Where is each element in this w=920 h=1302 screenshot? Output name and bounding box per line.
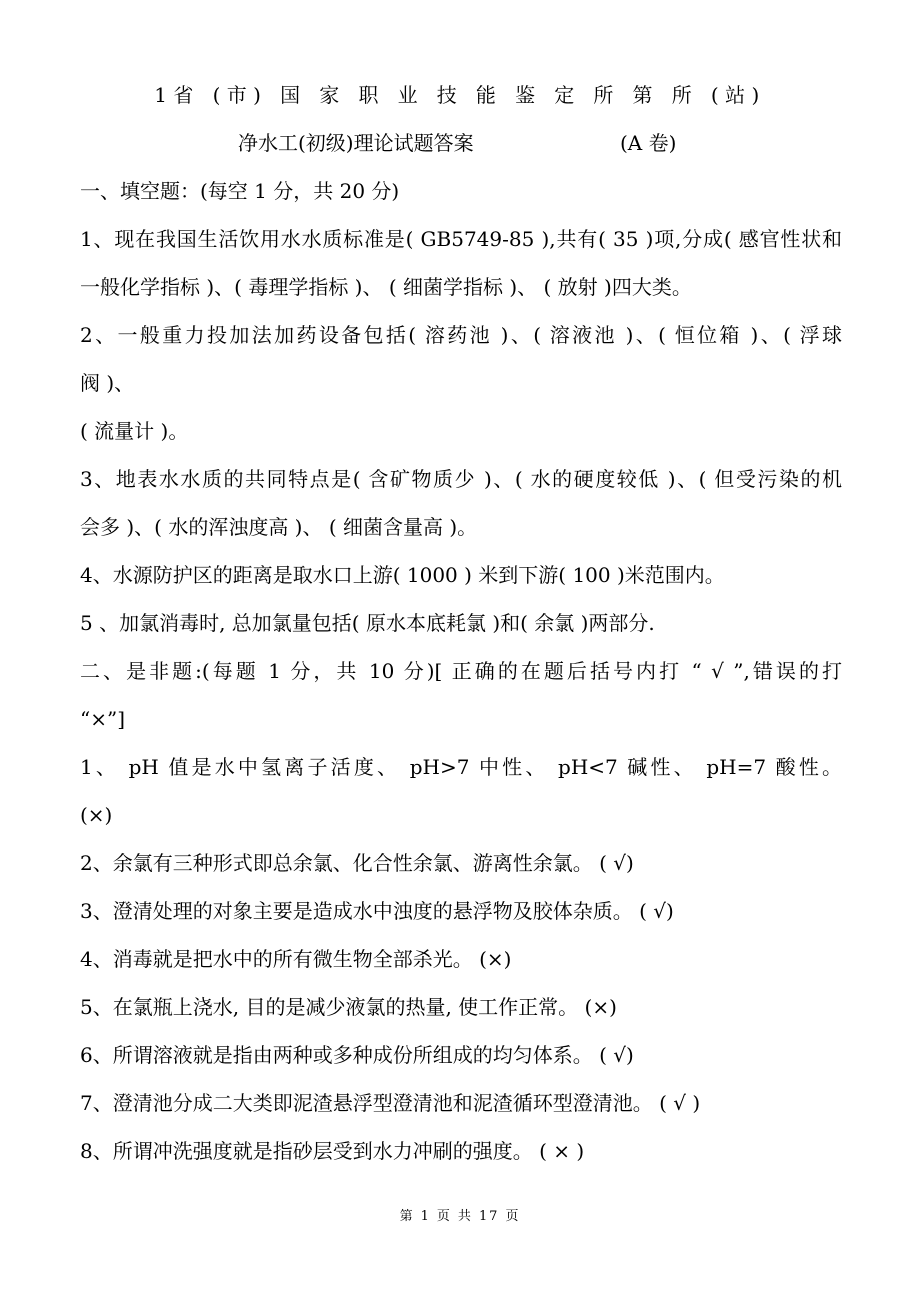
- document-header-title: 1省 (市) 国 家 职 业 技 能 鉴 定 所 第 所 (站): [154, 83, 766, 107]
- question-line: 2、余氯有三种形式即总余氯、化合性余氯、游离性余氯。 ( √): [80, 851, 634, 875]
- question-line: 5、在氯瓶上浇水, 目的是减少液氯的热量, 使工作正常。 (×): [80, 995, 617, 1019]
- question-line: 8、所谓冲洗强度就是指砂层受到水力冲刷的强度。 ( × ): [80, 1139, 585, 1163]
- question-line: 2、一般重力投加法加药设备包括( 溶药池 )、( 溶液池 )、( 恒位箱 )、( 浮球: [80, 323, 842, 347]
- question-line: 1、现在我国生活饮用水水质标准是( GB5749-85 ),共有( 35 )项,分成( 感官性状和: [80, 227, 842, 251]
- paper-version: (A 卷): [620, 131, 677, 155]
- question-line: 6、所谓溶液就是指由两种或多种成份所组成的均匀体系。 ( √): [80, 1043, 634, 1067]
- section-heading-fill-in: 一、填空题：(每空 1 分，共 20 分): [80, 179, 400, 203]
- question-answer-mark: (×): [80, 803, 113, 827]
- question-line: 会多 )、( 水的浑浊度高 )、 ( 细菌含量高 )。: [80, 515, 478, 539]
- section-heading-true-false: 二、是非题:(每题 1 分，共 10 分)[ 正确的在题后括号内打 “ √ ”,错误的打: [80, 659, 842, 683]
- question-line: 3、澄清处理的对象主要是造成水中浊度的悬浮物及胶体杂质。 ( √): [80, 899, 674, 923]
- question-line: 1、 pH 值是水中氢离子活度、 pH>7 中性、 pH<7 碱性、 pH=7 酸性。: [80, 755, 842, 779]
- question-line: 4、消毒就是把水中的所有微生物全部杀光。 (×): [80, 947, 512, 971]
- question-line: 一般化学指标 )、( 毒理学指标 )、 ( 细菌学指标 )、 ( 放射 )四大类。: [80, 275, 692, 299]
- question-line: 3、地表水水质的共同特点是( 含矿物质少 )、( 水的硬度较低 )、( 但受污染的机: [80, 467, 842, 491]
- exam-subtitle: 净水工(初级)理论试题答案: [238, 131, 474, 155]
- question-line: ( 流量计 )。: [80, 419, 189, 443]
- question-line: 4、水源防护区的距离是取水口上游( 1000 ) 米到下游( 100 )米范围内。: [80, 563, 725, 587]
- page-footer: 第 1 页 共 17 页: [399, 1209, 521, 1224]
- question-line: 5 、加氯消毒时, 总加氯量包括( 原水本底耗氯 )和( 余氯 )两部分.: [80, 611, 655, 635]
- question-line: 阀 )、: [80, 371, 135, 395]
- section-heading-true-false-cont: “×”]: [80, 707, 126, 731]
- question-line: 7、澄清池分成二大类即泥渣悬浮型澄清池和泥渣循环型澄清池。 ( √ ): [80, 1091, 701, 1115]
